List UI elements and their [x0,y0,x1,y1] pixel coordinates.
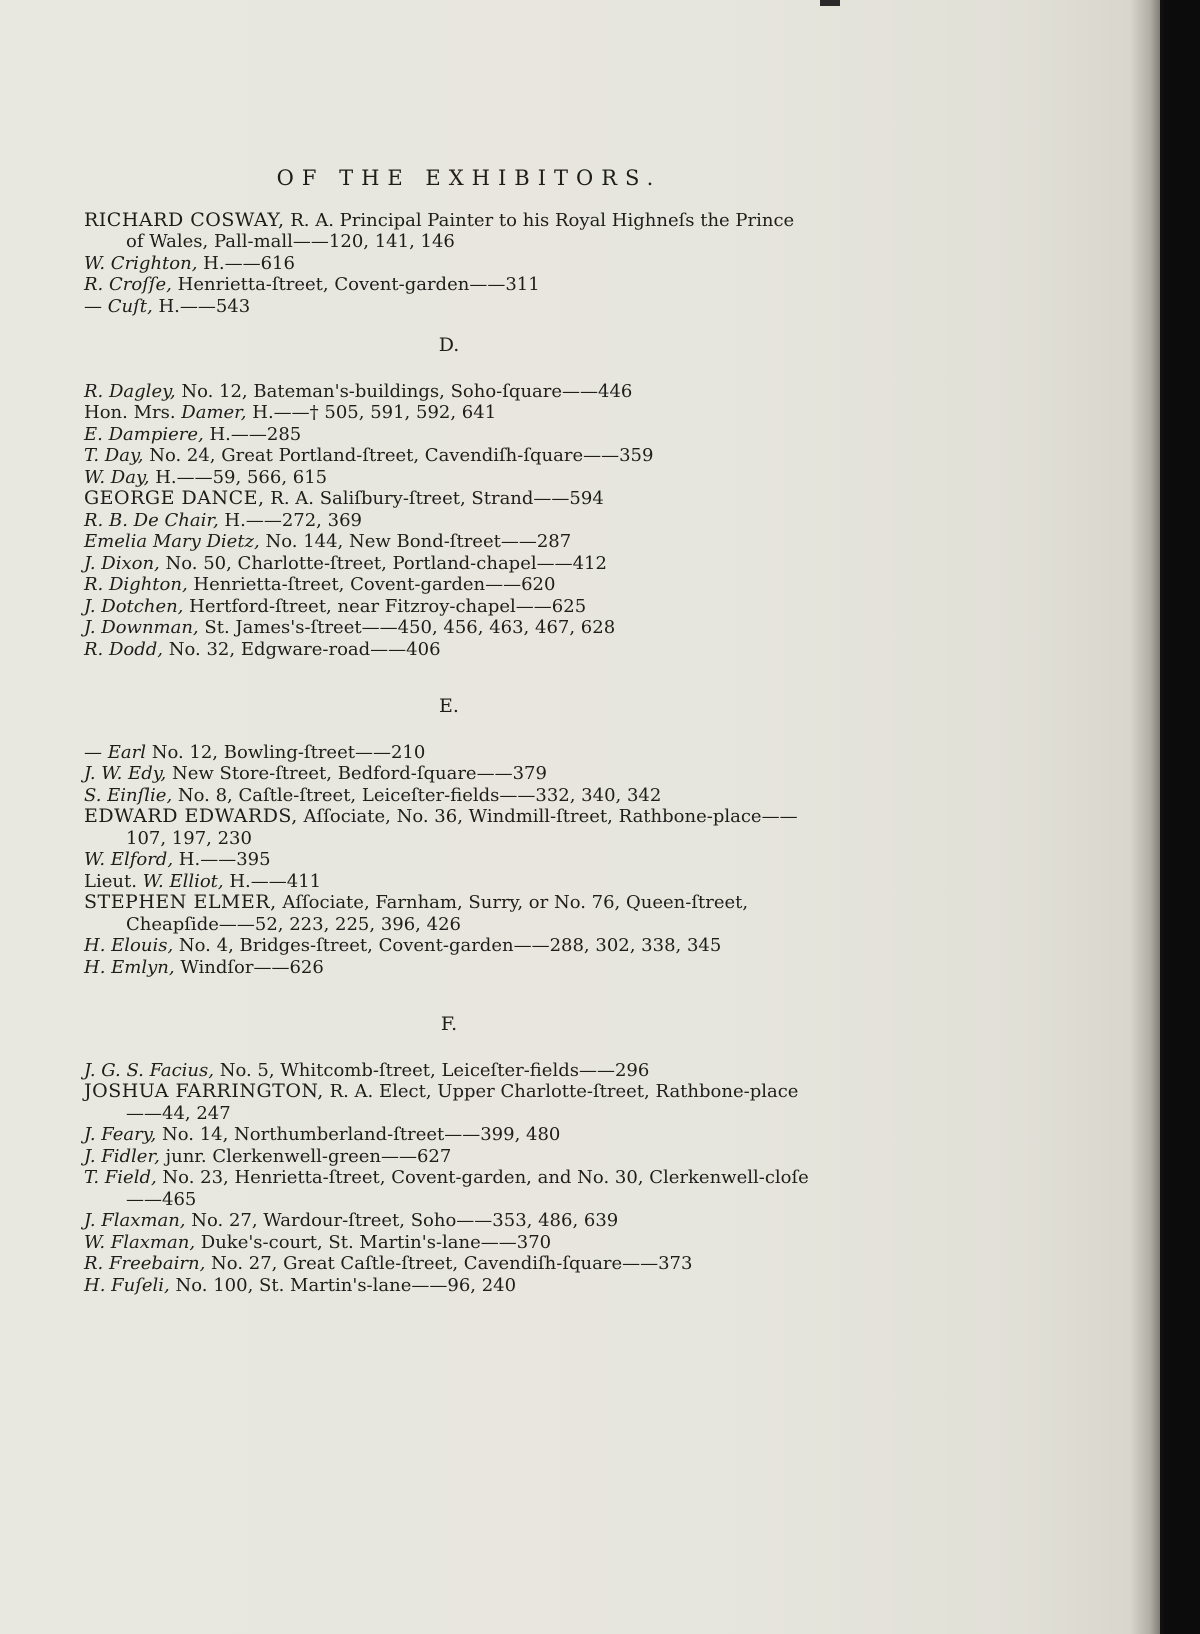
exhibitor-entry [84,1210,814,1232]
exhibitor-details: No. 144, New Bond-ſtreet——287 [259,531,572,552]
exhibitor-name: W. Crighton, [84,252,198,274]
exhibitor-details: No. 32, Edgware-road——406 [163,638,441,660]
exhibitor-entry [84,1060,814,1082]
exhibitor-details: R. A. Saliſbury-ſtreet, Strand——594 [264,488,604,509]
exhibitor-details: Henrietta-ſtreet, Covent-garden——620 [187,574,556,595]
ink-mark [820,0,840,6]
exhibitor-details: No. 50, Charlotte-ſtreet, Portland-chapel——412 [159,552,607,574]
exhibitor-entry [84,1167,814,1210]
exhibitor-entry [84,424,814,446]
exhibitor-entry [84,296,814,318]
section-f [84,1060,814,1297]
exhibitor-name: H. Emlyn, [84,956,175,978]
exhibitor-entry [84,445,814,467]
exhibitor-name: JOSHUA FARRINGTON, [84,1080,324,1102]
exhibitor-name: T. Day, [84,445,144,466]
exhibitor-name: R. Freebairn, [84,1253,206,1274]
exhibitor-entry [84,1253,814,1275]
section-heading-e: E. [439,695,459,717]
exhibitor-entry [84,402,814,424]
page-content [84,168,814,1296]
exhibitor-entry [84,785,814,807]
exhibitor-details: Windſor——626 [174,956,324,978]
exhibitor-details: H.——395 [173,849,271,870]
section-c [84,210,814,318]
exhibitor-details: Hertford-ſtreet, near Fitzroy-chapel——625 [183,595,587,617]
exhibitor-entry [84,957,814,979]
exhibitor-entry [84,531,814,553]
exhibitor-name: RICHARD COSWAY, [84,208,285,231]
exhibitor-name: J. Downman, [84,617,199,638]
exhibitor-details: No. 23, Henrietta-ſtreet, Covent-garden, and No. 30, Clerkenwell-cloſe——465 [126,1167,809,1210]
exhibitor-entry [84,1081,814,1124]
page-edge-shadow [1130,0,1164,1634]
exhibitor-entry [84,467,814,489]
exhibitor-details: No. 14, Northumberland-ſtreet——399, 480 [156,1124,561,1145]
page-title: OF THE EXHIBITORS. [276,166,662,190]
exhibitor-entry [84,210,814,253]
exhibitor-name: H. Elouis, [84,935,174,956]
exhibitor-name: J. Fidler, [84,1145,160,1167]
exhibitor-name: R. Dodd, [84,638,164,660]
exhibitor-entry [84,253,814,275]
exhibitor-name: Cuſt, [107,295,153,317]
exhibitor-details: No. 27, Wardour-ſtreet, Soho——353, 486, 639 [185,1210,619,1231]
exhibitor-name: J. Flaxman, [84,1210,186,1231]
exhibitor-name: W. Day, [84,466,150,488]
section-heading-f: F. [440,1013,458,1035]
exhibitor-name: H. Fuſeli, [84,1274,170,1296]
exhibitor-name: W. Flaxman, [84,1231,196,1253]
exhibitor-entry [84,1232,814,1254]
exhibitor-name: R. B. De Chair, [84,509,219,531]
exhibitor-name: J. W. Edy, [84,763,167,784]
exhibitor-name: T. Field, [84,1167,157,1188]
exhibitor-entry [84,639,814,661]
exhibitor-details: R. A. Elect, Upper Charlotte-ſtreet, Rathbone-place——44, 247 [126,1081,799,1124]
exhibitor-entry [84,742,814,764]
exhibitor-name: Damer, [181,402,247,423]
exhibitor-details: No. 5, Whitcomb-ſtreet, Leiceſter-fields——296 [213,1059,650,1081]
exhibitor-name: Earl [107,741,146,763]
exhibitor-entry [84,1124,814,1146]
exhibitor-entry [84,553,814,575]
exhibitor-entry [84,510,814,532]
exhibitor-details: No. 27, Great Caſtle-ſtreet, Cavendiſh-ſquare——373 [205,1253,693,1274]
exhibitor-name: J. G. S. Facius, [84,1059,214,1081]
exhibitor-details: No. 4, Bridges-ſtreet, Covent-garden——288, 302, 338, 345 [173,935,722,956]
exhibitor-details: H.——616 [197,252,295,274]
exhibitor-name: S. Einſlie, [84,784,173,806]
exhibitor-name: W. Elliot, [142,870,224,892]
entry-prefix: Lieut. [84,870,143,892]
exhibitor-entry [84,617,814,639]
exhibitor-details: No. 8, Caſtle-ſtreet, Leiceſter-fields——332, 340, 342 [172,784,662,806]
exhibitor-entry [84,596,814,618]
exhibitor-entry [84,488,814,510]
exhibitor-entry [84,892,814,935]
entry-prefix: — [84,741,108,763]
section-heading-d: D. [438,334,460,356]
exhibitor-entry [84,806,814,849]
exhibitor-details: New Store-ſtreet, Bedford-ſquare——379 [166,763,547,784]
exhibitor-details: St. James's-ſtreet——450, 456, 463, 467, 628 [198,617,616,638]
exhibitor-name: R. Croſſe, [84,274,172,295]
exhibitor-entry [84,763,814,785]
exhibitor-name: R. Dighton, [84,574,188,595]
exhibitor-details: Aſſociate, No. 36, Windmill-ſtreet, Rathbone-place——107, 197, 230 [126,806,798,849]
entry-prefix: — [84,295,108,317]
exhibitor-entry [84,274,814,296]
exhibitor-details: No. 12, Bowling-ſtreet——210 [145,741,426,763]
exhibitor-details: junr. Clerkenwell-green——627 [159,1145,452,1167]
exhibitor-details: R. A. Principal Painter to his Royal Highneſs the Prince of Wales, Pall-mall——120, 141, 146 [126,209,795,252]
exhibitor-name: R. Dagley, [84,380,176,402]
exhibitor-name: J. Dotchen, [84,595,184,617]
exhibitor-name: J. Dixon, [84,552,160,574]
section-e [84,742,814,979]
exhibitor-entry [84,849,814,871]
exhibitor-details: H.——411 [223,870,322,892]
exhibitor-name: EDWARD EDWARDS, [84,805,298,827]
exhibitor-name: J. Feary, [84,1124,157,1145]
section-d [84,381,814,661]
exhibitor-name: Emelia Mary Dietz, [84,531,260,552]
exhibitor-entry [84,574,814,596]
exhibitor-entry [84,935,814,957]
exhibitor-name: W. Elford, [84,849,174,870]
exhibitor-details: No. 100, St. Martin's-lane——96, 240 [169,1274,517,1296]
exhibitor-entry [84,1146,814,1168]
exhibitor-details: H.——† 505, 591, 592, 641 [246,402,497,423]
exhibitor-details: Duke's-court, St. Martin's-lane——370 [195,1231,552,1253]
exhibitor-details: H.——543 [152,295,251,317]
exhibitor-details: H.——272, 369 [218,509,362,531]
exhibitor-entry [84,1275,814,1297]
exhibitor-entry [84,381,814,403]
exhibitor-name: GEORGE DANCE, [84,487,265,509]
entry-prefix: Hon. Mrs. [84,402,182,423]
exhibitor-details: Aſſociate, Farnham, Surry, or No. 76, Queen-ſtreet, Cheapſide——52, 223, 225, 396, 426 [126,892,749,935]
exhibitor-details: Henrietta-ſtreet, Covent-garden——311 [171,274,540,295]
exhibitor-entry [84,871,814,893]
exhibitor-name: STEPHEN ELMER, [84,891,277,913]
exhibitor-details: H.——59, 566, 615 [149,466,328,488]
exhibitor-details: No. 24, Great Portland-ſtreet, Cavendiſh-ſquare——359 [143,445,654,466]
exhibitor-name: E. Dampiere, [84,423,204,445]
exhibitor-details: No. 12, Bateman's-buildings, Soho-ſquare——446 [175,380,633,402]
exhibitor-details: H.——285 [203,423,302,445]
